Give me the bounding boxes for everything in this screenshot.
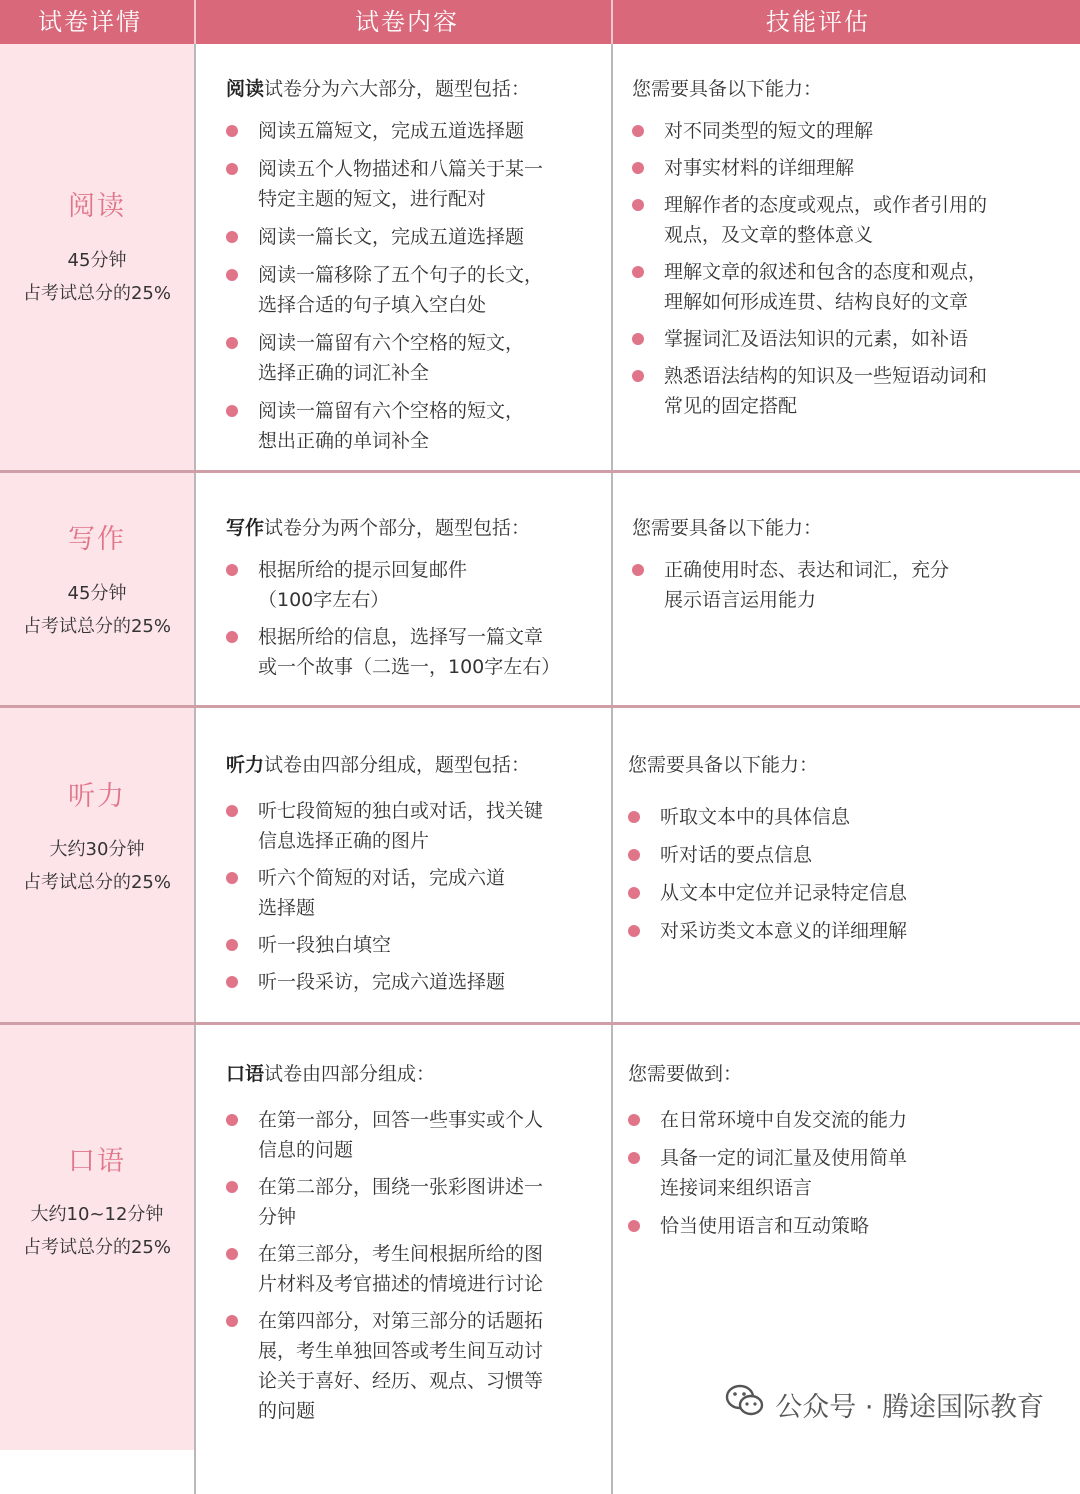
list-item xyxy=(226,622,606,682)
list-item-line: 特定主题的短文，进行配对 xyxy=(258,188,487,210)
section-meta-reading xyxy=(0,244,194,310)
list-item xyxy=(226,1306,606,1426)
content-intro-text: 试卷由四部分组成，题型包括： xyxy=(264,754,531,776)
list-item-line: 在第二部分，围绕一张彩图讲述一 xyxy=(258,1176,544,1198)
section-meta-listening xyxy=(0,833,194,899)
section-title-writing: 写作 xyxy=(68,524,126,555)
list-item-line: 熟悉语法结构的知识及一些短语动词和 xyxy=(664,365,988,387)
skills-intro: 您需要具备以下能力： xyxy=(632,517,823,539)
header-divider xyxy=(611,0,613,44)
list-item xyxy=(632,555,1072,615)
row-divider xyxy=(0,705,1080,708)
list-item xyxy=(632,116,1072,146)
list-item-line: 根据所给的提示回复邮件 xyxy=(258,559,468,581)
list-item-line: 选择合适的句子填入空白处 xyxy=(258,294,487,316)
list-item-line: 信息的问题 xyxy=(258,1139,354,1161)
wechat-icon xyxy=(725,1384,765,1425)
watermark xyxy=(725,1384,1044,1424)
section-meta-speaking xyxy=(0,1198,194,1264)
list-item xyxy=(226,328,606,388)
list-item xyxy=(226,154,606,214)
list-item-line: 阅读五篇短文，完成五道选择题 xyxy=(258,120,525,142)
header-exam-details: 试卷详情 xyxy=(38,8,142,36)
list-item-line: 听对话的要点信息 xyxy=(660,844,813,866)
list-item xyxy=(632,257,1072,317)
list-item-line: 想出正确的单词补全 xyxy=(258,430,430,452)
section-title-reading: 阅读 xyxy=(68,191,126,222)
list-item-line: 掌握词汇及语法知识的元素，如补语 xyxy=(664,328,969,350)
content-list xyxy=(226,1105,606,1426)
list-item-line: 在第四部分，对第三部分的话题拓 xyxy=(258,1310,544,1332)
list-item-line: 分钟 xyxy=(258,1206,297,1228)
list-item xyxy=(632,324,1072,354)
section-duration: 45分钟 xyxy=(67,250,127,271)
list-item xyxy=(226,555,606,615)
list-item-line: 对不同类型的短文的理解 xyxy=(664,120,874,142)
list-item-line: 阅读五个人物描述和八篇关于某一 xyxy=(258,158,544,180)
list-item xyxy=(226,930,606,960)
list-item xyxy=(226,1105,606,1165)
list-item-line: 理解文章的叙述和包含的态度和观点， xyxy=(664,261,988,283)
skills-cell-writing xyxy=(632,513,1072,622)
list-item xyxy=(628,878,1068,908)
content-cell-speaking xyxy=(226,1059,606,1433)
list-item-line: 听七段简短的独白或对话，找关键 xyxy=(258,800,544,822)
list-item-line: 在第一部分，回答一些事实或个人 xyxy=(258,1109,544,1131)
skills-intro: 您需要具备以下能力： xyxy=(628,754,819,776)
content-intro xyxy=(226,750,606,780)
section-weight: 占考试总分的25% xyxy=(22,872,171,893)
header-exam-content: 试卷内容 xyxy=(355,8,459,36)
list-item-line: 片材料及考官描述的情境进行讨论 xyxy=(258,1273,544,1295)
list-item xyxy=(628,1211,1068,1241)
content-intro-bold: 写作 xyxy=(226,517,265,539)
list-item xyxy=(226,1172,606,1232)
list-item-line: 正确使用时态、表达和词汇，充分 xyxy=(664,559,950,581)
skills-list xyxy=(632,116,1072,421)
row-divider xyxy=(0,1022,1080,1025)
list-item-line: 理解作者的态度或观点，或作者引用的 xyxy=(664,194,988,216)
list-item-line: 阅读一篇留有六个空格的短文， xyxy=(258,400,525,422)
list-item-line: 常见的固定搭配 xyxy=(664,395,798,417)
section-duration: 大约10~12分钟 xyxy=(30,1204,164,1225)
content-intro-text: 试卷分为两个部分，题型包括： xyxy=(264,517,531,539)
list-item-line: 根据所给的信息，选择写一篇文章 xyxy=(258,626,544,648)
list-item xyxy=(226,796,606,856)
section-meta-writing xyxy=(0,577,194,643)
content-intro xyxy=(226,74,606,104)
list-item-line: 听六个简短的对话，完成六道 xyxy=(258,867,506,889)
skills-intro: 您需要做到： xyxy=(628,1063,743,1085)
watermark-text: 公众号 · 腾途国际教育 xyxy=(775,1391,1044,1423)
list-item-line: 听取文本中的具体信息 xyxy=(660,806,851,828)
list-item-line: 阅读一篇长文，完成五道选择题 xyxy=(258,226,525,248)
list-item-line: 从文本中定位并记录特定信息 xyxy=(660,882,908,904)
skills-list xyxy=(628,1105,1068,1241)
list-item-line: 具备一定的词汇量及使用简单 xyxy=(660,1147,908,1169)
list-item-line: 观点，及文章的整体意义 xyxy=(664,224,874,246)
list-item-line: 或一个故事（二选一，100字左右） xyxy=(258,656,561,678)
list-item xyxy=(632,190,1072,250)
content-intro-bold: 听力 xyxy=(226,754,265,776)
content-cell-listening xyxy=(226,750,606,1004)
content-intro xyxy=(226,513,606,543)
list-item-line: 展示语言运用能力 xyxy=(664,589,817,611)
list-item-line: 信息选择正确的图片 xyxy=(258,830,430,852)
list-item-line: 理解如何形成连贯、结构良好的文章 xyxy=(664,291,969,313)
content-intro-bold: 阅读 xyxy=(226,78,265,100)
list-item xyxy=(226,863,606,923)
list-item-line: 展，考生单独回答或考生间互动讨 xyxy=(258,1340,544,1362)
list-item-line: 阅读一篇移除了五个句子的长文， xyxy=(258,264,544,286)
list-item-line: 选择题 xyxy=(258,897,316,919)
column-divider xyxy=(611,44,613,1494)
content-intro-text: 试卷分为六大部分，题型包括： xyxy=(264,78,531,100)
list-item-line: 在第三部分，考生间根据所给的图 xyxy=(258,1243,544,1265)
list-item-line: 论关于喜好、经历、观点、习惯等 xyxy=(258,1370,544,1392)
skills-cell-reading xyxy=(632,74,1072,428)
list-item xyxy=(632,361,1072,421)
list-item xyxy=(226,222,606,252)
list-item xyxy=(628,1143,1068,1203)
list-item xyxy=(628,916,1068,946)
list-item-line: 在日常环境中自发交流的能力 xyxy=(660,1109,908,1131)
skills-cell-listening xyxy=(628,750,1068,954)
row-divider xyxy=(0,470,1080,473)
list-item xyxy=(226,967,606,997)
list-item xyxy=(628,802,1068,832)
section-title-speaking: 口语 xyxy=(68,1146,126,1177)
list-item-line: 连接词来组织语言 xyxy=(660,1177,813,1199)
section-title-listening: 听力 xyxy=(68,781,126,812)
list-item xyxy=(226,260,606,320)
content-intro-text: 试卷由四部分组成： xyxy=(264,1063,436,1085)
header-skill-assessment: 技能评估 xyxy=(766,8,870,36)
content-cell-reading xyxy=(226,74,606,464)
skills-intro: 您需要具备以下能力： xyxy=(632,78,823,100)
list-item-line: 对采访类文本意义的详细理解 xyxy=(660,920,908,942)
header-divider xyxy=(194,0,196,44)
content-list xyxy=(226,116,606,456)
content-list xyxy=(226,796,606,997)
list-item xyxy=(226,396,606,456)
list-item xyxy=(632,153,1072,183)
content-intro xyxy=(226,1059,606,1089)
skills-cell-speaking xyxy=(628,1059,1068,1249)
table-header xyxy=(0,0,1080,44)
section-duration: 45分钟 xyxy=(67,583,127,604)
content-list xyxy=(226,555,606,682)
list-item-line: 听一段采访，完成六道选择题 xyxy=(258,971,506,993)
skills-list xyxy=(632,555,1072,615)
list-item-line: （100字左右） xyxy=(258,589,390,611)
list-item xyxy=(628,840,1068,870)
section-weight: 占考试总分的25% xyxy=(22,1237,171,1258)
column-divider xyxy=(194,44,196,1494)
list-item-line: 的问题 xyxy=(258,1400,316,1422)
skills-list xyxy=(628,802,1068,946)
list-item-line: 对事实材料的详细理解 xyxy=(664,157,855,179)
list-item-line: 阅读一篇留有六个空格的短文， xyxy=(258,332,525,354)
content-intro-bold: 口语 xyxy=(226,1063,265,1085)
content-cell-writing xyxy=(226,513,606,689)
section-weight: 占考试总分的25% xyxy=(22,616,171,637)
list-item-line: 恰当使用语言和互动策略 xyxy=(660,1215,870,1237)
list-item xyxy=(226,116,606,146)
list-item-line: 选择正确的词汇补全 xyxy=(258,362,430,384)
section-weight: 占考试总分的25% xyxy=(22,283,171,304)
list-item xyxy=(226,1239,606,1299)
list-item xyxy=(628,1105,1068,1135)
list-item-line: 听一段独白填空 xyxy=(258,934,392,956)
section-duration: 大约30分钟 xyxy=(49,839,145,860)
